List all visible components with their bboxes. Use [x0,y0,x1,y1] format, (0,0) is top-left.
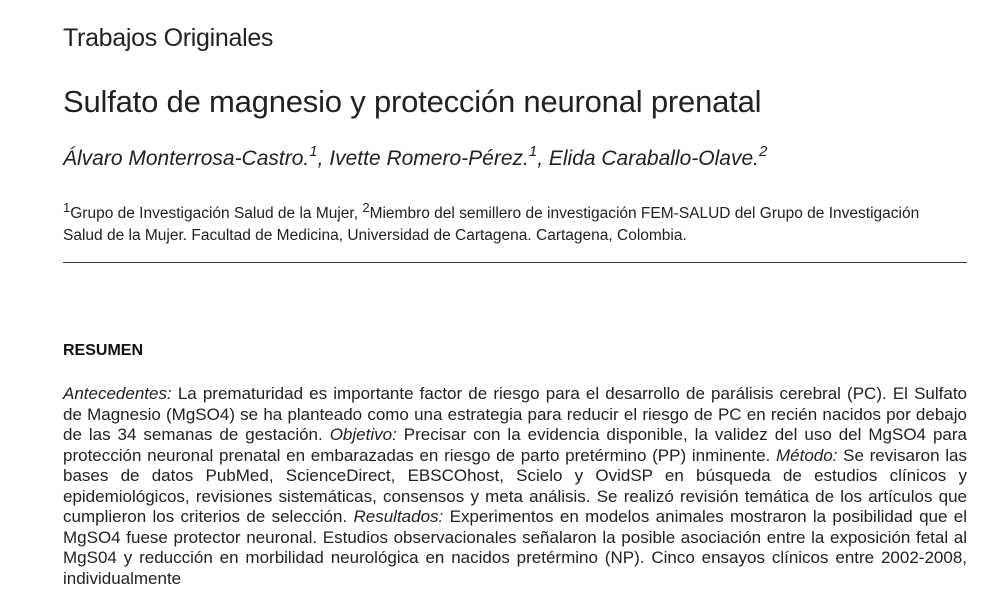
header-divider [63,262,967,263]
author-name: Ivette Romero-Pérez. [329,147,529,170]
affiliation-text: Miembro del semillero de investigación FEM-SALUD del Grupo de Investigación Salud de la Mujer. Facultad de Medicina, Universidad de Cartagena. Cartagena, Colombia. [63,205,920,244]
author-name: Elida Caraballo-Olave. [548,147,759,170]
abstract-text-antecedentes: La prematuridad es importante factor de riesgo para el desarrollo de parálisis cerebral (PC). El Sulfato de Magnesio (MgSO4) se ha planteado como una estrategia para reducir el riesgo de PC en recién nacidos por debajo de las 34 semanas de gestación. [63,384,967,444]
article-title: Sulfato de magnesio y protección neuronal prenatal [63,84,762,119]
author-affiliation-mark: 1 [528,143,538,160]
abstract-body [63,384,967,589]
abstract-heading: RESUMEN [63,342,144,359]
author-affiliation-mark: 1 [309,143,318,160]
author-name: Álvaro Monterrosa-Castro. [63,147,310,170]
abstract-label-objetivo: Objetivo: [329,425,397,444]
affiliation-text: Grupo de Investigación Salud de la Mujer, [70,205,363,222]
abstract-text-resultados: Experimentos en modelos animales mostraron la posibilidad que el MgSO4 fuese protector neuronal. Estudios observacionales señalaron la posible asociación entre la exposición fetal al MgS04 y reducción en morbilidad neurológica en nacidos pretérmino (NP). Cinco ensayos clínicos entre 2002-2008, individualmente [63,507,967,588]
abstract-text-objetivo: Precisar con la evidencia disponible, la validez del uso del MgSO4 para protección neuronal prenatal en embarazadas en riesgo de parto pretérmino (PP) inminente. [63,425,967,465]
author-list [63,143,768,171]
section-label: Trabajos Originales [63,24,274,52]
affiliations [63,200,933,247]
abstract-text-metodo: Se revisaron las bases de datos PubMed, ScienceDirect, EBSCOhost, Scielo y OvidSP en búsqueda de estudios clínicos y epidemiológicos, revisiones sistemáticas, consensos y meta análisis. Se realizó revisión temática de los artículos que cumplieron los criterios de selección. [63,445,967,526]
abstract-label-resultados: Resultados: [353,507,444,526]
author-separator: , [537,147,549,170]
affiliation-mark: 1 [63,200,71,215]
author-separator: , [317,147,330,170]
abstract-label-antecedentes: Antecedentes: [63,384,172,403]
affiliation-mark: 2 [362,200,370,215]
author-affiliation-mark: 2 [758,143,768,160]
abstract-label-metodo: Método: [775,445,838,465]
